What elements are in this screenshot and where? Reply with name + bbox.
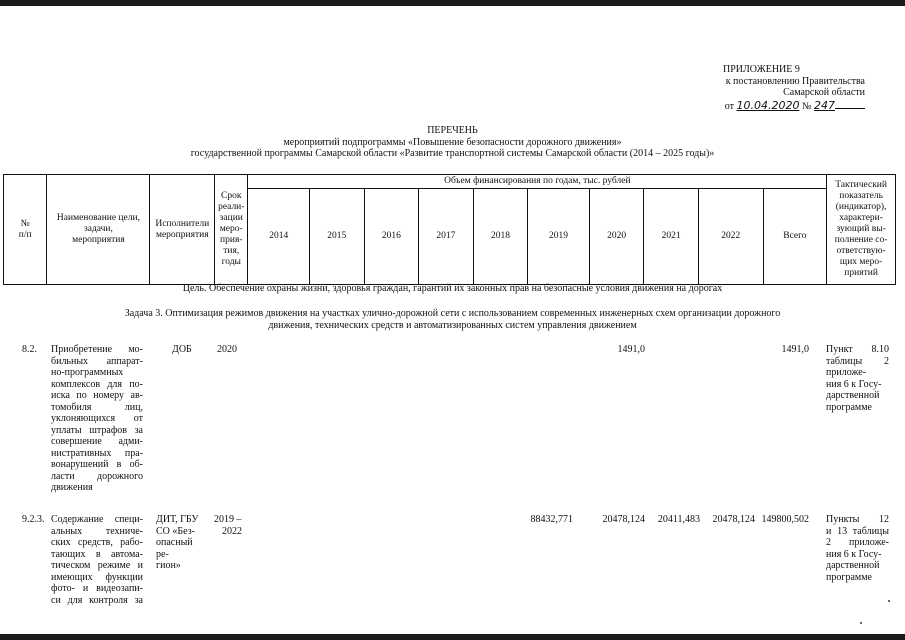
title-subtitle: мероприятий подпрограммы «Повышение безопасности дорожного движения» [283, 136, 622, 148]
document-title [0, 125, 905, 160]
header-total: Всего [763, 189, 827, 285]
scan-speck [860, 622, 862, 624]
header-year: 2018 [473, 189, 528, 285]
row-number: 9.2.3. [22, 514, 45, 525]
header-year: 2022 [698, 189, 763, 285]
row-total: 1491,0 [781, 344, 809, 355]
goal-text: Цель. Обеспечение охраны жизни, здоровья граждан, гарантий их законных прав на безопасные условия движения на дорогах [182, 283, 723, 294]
row-term: 2019 – 2022 [214, 514, 242, 537]
header-year: 2020 [589, 189, 644, 285]
scan-border-top [0, 0, 905, 6]
title-heading: ПЕРЕЧЕНЬ [427, 125, 478, 136]
header-term: Срок реали- зации меро- прия- тия, годы [215, 175, 248, 285]
appendix-block [675, 64, 865, 112]
row-indicator: Пункты 12 и 13 таблицы 2 приложе- ния 6 к Госу- дарственной программе [826, 514, 889, 583]
row-value-2022: 20478,124 [712, 514, 755, 525]
underline [835, 99, 865, 109]
scan-border-bottom [0, 634, 905, 640]
handwritten-number: 247 [814, 98, 835, 112]
header-year: 2014 [248, 189, 310, 285]
row-value-2019: 88432,771 [530, 514, 573, 525]
header-indicator: Тактический показатель (индикатор), характери- зующий вы- полнение со- ответствую- щих меро- приятий [827, 175, 896, 285]
row-value-2021: 20411,483 [657, 514, 700, 525]
header-executor: Исполнители мероприятия [150, 175, 215, 285]
row-number: 8.2. [22, 344, 37, 355]
row-name: Приобретение мо- бильных аппарат- но-программных комплексов для по- иска по номеру ав- томобиля лиц, уклоняющихся от уплаты штрафов за совершение адми- нистративных пра- вонарушений в об- ласти дорожного движения [51, 344, 143, 493]
header-funding: Объем финансирования по годам, тыс. рублей [248, 175, 827, 189]
title-subtitle: государственной программы Самарской области «Развитие транспортной системы Самарской области (2014 – 2025 годы)» [190, 148, 715, 159]
header-name: Наименование цели, задачи, мероприятия [47, 175, 150, 285]
header-year: 2016 [364, 189, 419, 285]
header-year: 2021 [644, 189, 699, 285]
funding-table-header [3, 174, 896, 285]
header-year: 2019 [528, 189, 590, 285]
handwritten-date: 10.04.2020 [736, 98, 800, 112]
task-text: Задача 3. Оптимизация режимов движения на участках улично-дорожной сети с использованием современных инженерных схем организации дорожного движения, технических средств и автоматизированных систем управления движением [124, 308, 781, 331]
appendix-number: ПРИЛОЖЕНИЕ 9 [723, 64, 800, 75]
appendix-date-line: от 10.04.2020 № 247 [675, 99, 865, 113]
row-name: Содержание специ- альных техниче- ских средств, рабо- тающих в автома- тическом режиме и имеющих функции фото- и видеозапи- си для контроля за [51, 514, 143, 606]
header-year: 2017 [419, 189, 474, 285]
row-executor: ДИТ, ГБУ СО «Без- опасный ре- гион» [156, 514, 199, 571]
appendix-line: к постановлению Правительства [725, 75, 865, 87]
row-executor: ДОБ [172, 344, 192, 355]
header-year: 2015 [310, 189, 365, 285]
header-num: № п/п [4, 175, 47, 285]
row-total: 149800,502 [761, 514, 809, 525]
row-term: 2020 [217, 344, 237, 355]
row-value-2020: 1491,0 [617, 344, 645, 355]
appendix-line: Самарской области [783, 87, 865, 98]
row-value-2020: 20478,124 [602, 514, 645, 525]
scan-speck [888, 600, 890, 602]
row-indicator: Пункт 8.10 таблицы 2 приложе- ния 6 к Госу- дарственной программе [826, 344, 889, 413]
